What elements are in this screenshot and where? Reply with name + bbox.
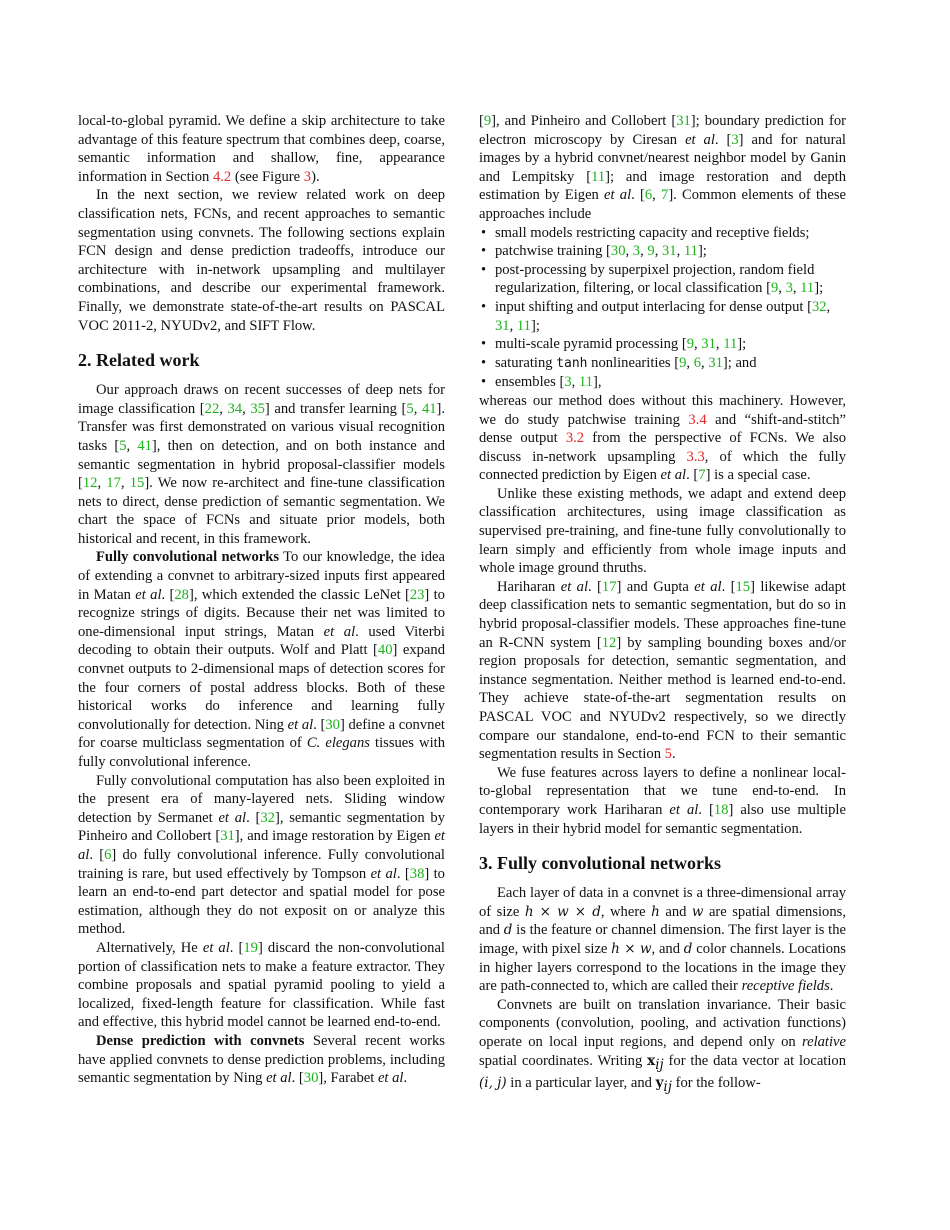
text: for the follow- [671,1075,761,1091]
citation-link[interactable]: 7 [698,467,706,484]
citation-link[interactable]: 41 [421,400,437,417]
paragraph [479,996,846,1097]
et-al: et al [660,467,687,484]
citation-link[interactable]: 6 [693,354,701,371]
text: spatial coordinates. Writing [479,1052,648,1069]
citation-link[interactable]: 17 [601,578,617,595]
paragraph: Our approach draws on recent successes of deep nets for image classification [22, 34, 35] and transfer learning [5, 41]. Transfer was first demonstrated on various visual recognition tasks [5, 41], then on detection, and on both instance and semantic segmentation in hybrid proposal-classifier models [12, 17, 15]. We now re-architect and fine-tune classification nets to direct, dense prediction of semantic segmentation. We chart the space of FCNs and situate prior models, both historical and recent, in this framework. [78,382,446,547]
text: patchwise training [ [495,243,611,260]
text: (see Figure [231,168,304,185]
text: . [671,746,676,763]
text: ]; and [722,354,757,371]
citation-link[interactable]: 3 [785,280,793,297]
citation-link[interactable]: 41 [137,437,152,454]
text: are spatial dimensions, and [479,903,846,939]
citation-link[interactable]: 9 [686,336,694,353]
citation-link[interactable]: 19 [243,939,258,956]
citation-link[interactable]: 3 [731,131,739,148]
citation-link[interactable]: 9 [647,243,655,260]
citation-link[interactable]: 31 [495,317,510,334]
text: . [ [396,865,410,882]
math: h × w [611,940,652,957]
section-link[interactable]: 4.2 [212,168,232,185]
text: ], then on detection, and on both instance and semantic segmentation in hybrid proposal-classifier models [ [78,437,446,492]
text: and [659,903,692,920]
species-name: C. elegans [306,735,370,752]
citation-link[interactable]: 31 [701,336,716,353]
text: . [ [229,939,244,956]
citation-link[interactable]: 38 [409,865,425,882]
list-item: • input shifting and output interlacing for dense output [32, 31, 11]; [479,298,846,335]
text: multi-scale pyramid processing [ [495,336,687,353]
text: . used Viterbi decoding to obtain their outputs. Wolf and Platt [ [78,623,445,659]
list-item: • saturating tanh nonlinearities [9, 6, 31]; and [479,354,846,374]
paragraph [479,578,846,764]
citation-link[interactable]: 11 [683,243,698,260]
text: ]. We now re-architect and fine-tune classification nets to direct, dense prediction of semantic segmentation. We chart the space of FCNs and situate prior models, both historical and recent, in this framework. [78,475,445,547]
text: To our knowledge, the idea of extending a convnet to arbitrary-sized inputs first appeared in Matan [78,549,445,603]
et-al: et al [694,578,722,595]
text: ] by sampling bounding boxes and/or region proposals for detection, semantic segmentation, and instance segmentation. Neither method is learned end-to-end. They achieve state-of-the-art segmentation results on PASCAL VOC and NYUDv2 respectively, so we directly compare our standalone, end-to-end FCN to their semantic segmentation results in Section [479,634,846,763]
text: whereas our method does without this machinery. However, we do study patchwise training [479,392,846,428]
et-al: et al [323,623,356,640]
citation-link[interactable]: 32 [260,809,275,826]
text: ] is a special case. [705,467,811,484]
section-link[interactable]: 3.3 [686,448,705,465]
paragraph [479,884,846,996]
citation-link[interactable]: 18 [713,801,729,818]
math: d [503,922,513,939]
text: Alternatively, He [96,939,203,956]
et-al: et al [135,586,162,603]
math: (i, j) [479,1075,507,1091]
text: ] also use multiple layers in their hybrid model for semantic segmentation. [479,801,846,837]
paragraph [78,548,445,771]
text: ] to learn an end-to-end part detector and spatial model for pose estimation, although they do not exposit on or analyze this method. [78,865,445,938]
text: from the perspective of FCNs. We also discuss in-network upsampling [479,430,847,465]
list-item: • post-processing by superpixel projection, random field regularization, filtering, or local classification [9, 3, 11]; [479,261,846,298]
text: . [ [721,578,736,595]
text: ). [311,168,320,185]
text: ] and transfer learning [ [264,400,407,417]
left-column [78,112,445,1088]
right-column [479,112,846,1097]
et-al: et al [669,801,699,818]
citation-link[interactable]: 31 [708,354,723,371]
text: . [ [698,801,714,818]
text: ] discard the non-convolutional portion of classification nets to make a feature extractor. They combine proposals and spatial pyramid pooling to yield a localized, fixed-length feature for classification. While fast and effective, this hybrid model cannot be learned end-to-end. [78,939,445,1031]
math: h [651,903,660,920]
text: ] expand convnet outputs to 2-dimensional maps of detection scores for the four corners of postal address blocks. Both of these historical works do inference and learning fully convolutionally for detection. Ning [78,642,445,733]
math: x [647,1052,656,1069]
text: [ [479,113,484,129]
text: . [ [246,809,261,826]
text: . [ [161,586,175,603]
citation-link[interactable]: 3 [564,374,572,391]
text: Our approach draws on recent successes of deep nets for image classification [ [78,382,445,417]
paragraph [78,939,445,1032]
emphasis: relative [801,1033,846,1050]
citation-link[interactable]: 31 [676,113,691,129]
text: local-to-global pyramid. We define a skip architecture to take advantage of this feature spectrum that combines deep, coarse, semantic information and shallow, fine, appearance information in Section [78,113,445,185]
text: . [ [313,716,326,733]
text: ], and image restoration by Eigen [234,828,435,845]
et-al: et al [78,828,445,863]
citation-link[interactable]: 5 [406,400,414,417]
math-subscript: ij [655,1056,664,1073]
text: . [ [89,846,105,863]
text: ]. Transfer was first demonstrated on various visual recognition tasks [ [78,400,446,454]
text: . [ [291,1070,304,1087]
text: . [403,1070,408,1087]
text: . [ [686,467,699,484]
text: is the feature or channel dimension. The first layer is the image, with pixel size [479,922,846,957]
citation-link[interactable]: 3 [632,243,641,260]
text: , where [600,903,652,920]
et-al: et al [560,578,589,595]
text: , of which the fully connected prediction by Eigen [479,448,846,484]
run-in-heading: Dense prediction with convnets [96,1032,305,1049]
text: saturating [495,354,557,371]
math: d [683,940,693,957]
paragraph [479,764,846,838]
citation-link[interactable]: 9 [483,113,492,129]
math: y [655,1075,664,1091]
list-item: • multi-scale pyramid processing [9, 31, 11]; [479,335,846,354]
citation-link[interactable]: 11 [578,374,593,391]
text: tissues with fully convolutional inference. [78,735,445,770]
citation-link[interactable]: 15 [735,578,751,595]
paragraph [78,772,445,939]
citation-link[interactable]: 28 [174,586,189,603]
paragraph [78,1032,445,1088]
citation-link[interactable]: 30 [303,1070,319,1087]
citation-link[interactable]: 12 [82,475,98,492]
text: ]; [737,336,747,353]
et-al: et al [266,1070,292,1087]
citation-link[interactable]: 32 [811,298,827,315]
text: ], which extended the classic LeNet [ [188,586,410,603]
citation-link[interactable]: 31 [220,828,235,845]
et-al: et al [202,939,230,956]
text: color channels. Locations in higher layers correspond to the locations in the image they are path-connected to, which are called their [479,940,846,995]
text: and “shift-and-stitch” dense output [479,411,846,447]
citation-link[interactable]: 6 [644,187,653,204]
citation-link[interactable]: 11 [800,280,815,297]
text: ]; and image restoration and depth estimation by Eigen [479,168,846,204]
paragraph [78,112,445,186]
text: nonlinearities [ [587,354,680,371]
text: ] define a convnet for coarse multiclass segmentation of [78,716,445,752]
math-subscript: ij [663,1078,672,1095]
text: ]; [814,280,824,297]
text: ], and Pinheiro and Collobert [ [491,113,677,129]
citation-link[interactable]: 22 [204,400,220,417]
citation-link[interactable]: 9 [770,280,779,297]
citation-link[interactable]: 12 [601,634,617,651]
et-al: et al [604,187,632,204]
citation-link[interactable]: 30 [325,716,340,733]
text: ] do fully convolutional inference. Fully convolutional training is rare, but used effectively by Tompson [78,846,445,882]
text: ]; boundary prediction for electron microscopy by Ciresan [479,113,846,148]
paragraph: In the next section, we review related work on deep classification nets, FCNs, and recent approaches to semantic segmentation using convnets. The following sections explain FCN design and dense prediction tradeoffs, introduce our architecture with in-network upsampling and multilayer combinations, and describe our experimental framework. Finally, we demonstrate state-of-the-art results on PASCAL VOC 2011-2, NYUDv2, and SIFT Flow. [78,187,445,334]
approaches-list [479,224,846,392]
section-link[interactable]: 5 [664,746,672,763]
citation-link[interactable]: 30 [610,243,626,260]
citation-link[interactable]: 15 [129,475,145,492]
run-in-heading: Fully convolutional networks [96,549,280,566]
section-heading-fully-convolutional-networks: 3. Fully convolutional networks [479,853,722,874]
citation-link[interactable]: 17 [106,475,121,492]
section-link[interactable]: 3.2 [565,430,585,447]
paragraph [479,392,846,485]
et-al: et al [218,809,247,826]
citation-link[interactable]: 11 [516,317,531,334]
text: ], semantic segmentation by Pinheiro and Collobert [ [78,809,445,845]
citation-link[interactable]: 34 [227,400,243,417]
text: Hariharan [497,578,561,595]
text: We fuse features across layers to define a nonlinear local-to-global representation that we tune end-to-end. In contemporary work Hariharan [479,764,846,818]
text: ] likewise adapt deep classification nets to semantic segmentation, but do so in hybrid proposal-classifier models. These approaches fine-tune an R-CNN system [ [479,578,846,651]
emphasis: receptive fields [741,978,830,995]
citation-link[interactable]: 35 [250,400,265,417]
list-item: • patchwise training [30, 3, 9, 31, 11]; [479,242,846,261]
paragraph: Unlike these existing methods, we adapt and extend deep classification architectures, using image classification as supervised pre-training, and fine-tune fully convolutionally to learn simply and efficiently from whole image inputs and whole image ground thruths. [479,485,846,577]
citation-link[interactable]: 9 [679,354,687,371]
text: ] to recognize strings of digits. Because their net was limited to one-dimensional input strings, Matan [78,586,445,640]
text: ] and for natural images by a hybrid convnet/nearest neighbor model by Ganin and Lempitsky [ [479,131,846,185]
text: ], [592,374,602,391]
text: Several recent works have applied convnets to dense prediction problems, including semantic segmentation by Ning [78,1032,445,1087]
text: ensembles [ [495,374,565,391]
citation-link[interactable]: 23 [409,586,425,603]
citation-link[interactable]: 40 [377,642,393,659]
et-al: et al [370,865,397,882]
list-item: • ensembles [3, 11], [479,373,846,392]
text: . [ [631,187,645,204]
et-al: et al [377,1070,404,1087]
text: ]; [530,317,540,334]
citation-link[interactable]: 11 [591,168,606,185]
math: w [691,903,704,920]
citation-link[interactable]: 5 [119,437,127,454]
text: in a particular layer, and [506,1075,656,1091]
et-al: et al [685,131,715,148]
figure-link[interactable]: 3 [303,168,312,185]
section-heading-related-work: 2. Related work [78,350,200,371]
citation-link[interactable]: 7 [661,187,669,204]
citation-link[interactable]: 11 [723,336,738,353]
math: h × w × d [524,903,601,920]
text: ] and Gupta [616,578,695,595]
et-al: et al [287,716,314,733]
list-item: • small models restricting capacity and receptive fields; [479,224,846,243]
text: . [829,978,834,995]
text: post-processing by superpixel projection, random field regularization, filtering, or local classification [ [495,261,815,297]
text: Convnets are built on translation invariance. Their basic components (convolution, pooling, and activation functions) operate on local input regions, and depend only on [479,996,846,1050]
section-link[interactable]: 3.4 [688,411,707,428]
citation-link[interactable]: 31 [661,243,677,260]
text: input shifting and output interlacing for dense output [ [495,298,812,315]
text: Each layer of data in a convnet is a three-dimensional array of size [479,885,846,920]
citation-link[interactable]: 6 [104,846,112,863]
text: ], Farabet [318,1070,378,1087]
text: . [ [588,578,602,595]
text: Fully convolutional computation has also been exploited in the present era of many-layered nets. Sliding window detection by Sermanet [78,772,445,826]
text: for the data vector at location [663,1052,846,1069]
text: . [ [714,131,732,148]
text: ]; [697,243,707,260]
text: , and [651,940,684,957]
tanh-code: tanh [556,355,588,371]
text: ]. Common elements of these approaches include [479,187,846,222]
paragraph: [9], and Pinheiro and Collobert [31]; boundary prediction for electron microscopy by Ciresan et al. [3] and for natural images by a hybrid convnet/nearest neighbor model by Ganin and Lempitsky [11]; and image restoration and depth estimation by Eigen et al. [6, 7]. Common elements of these approaches include [479,113,846,222]
